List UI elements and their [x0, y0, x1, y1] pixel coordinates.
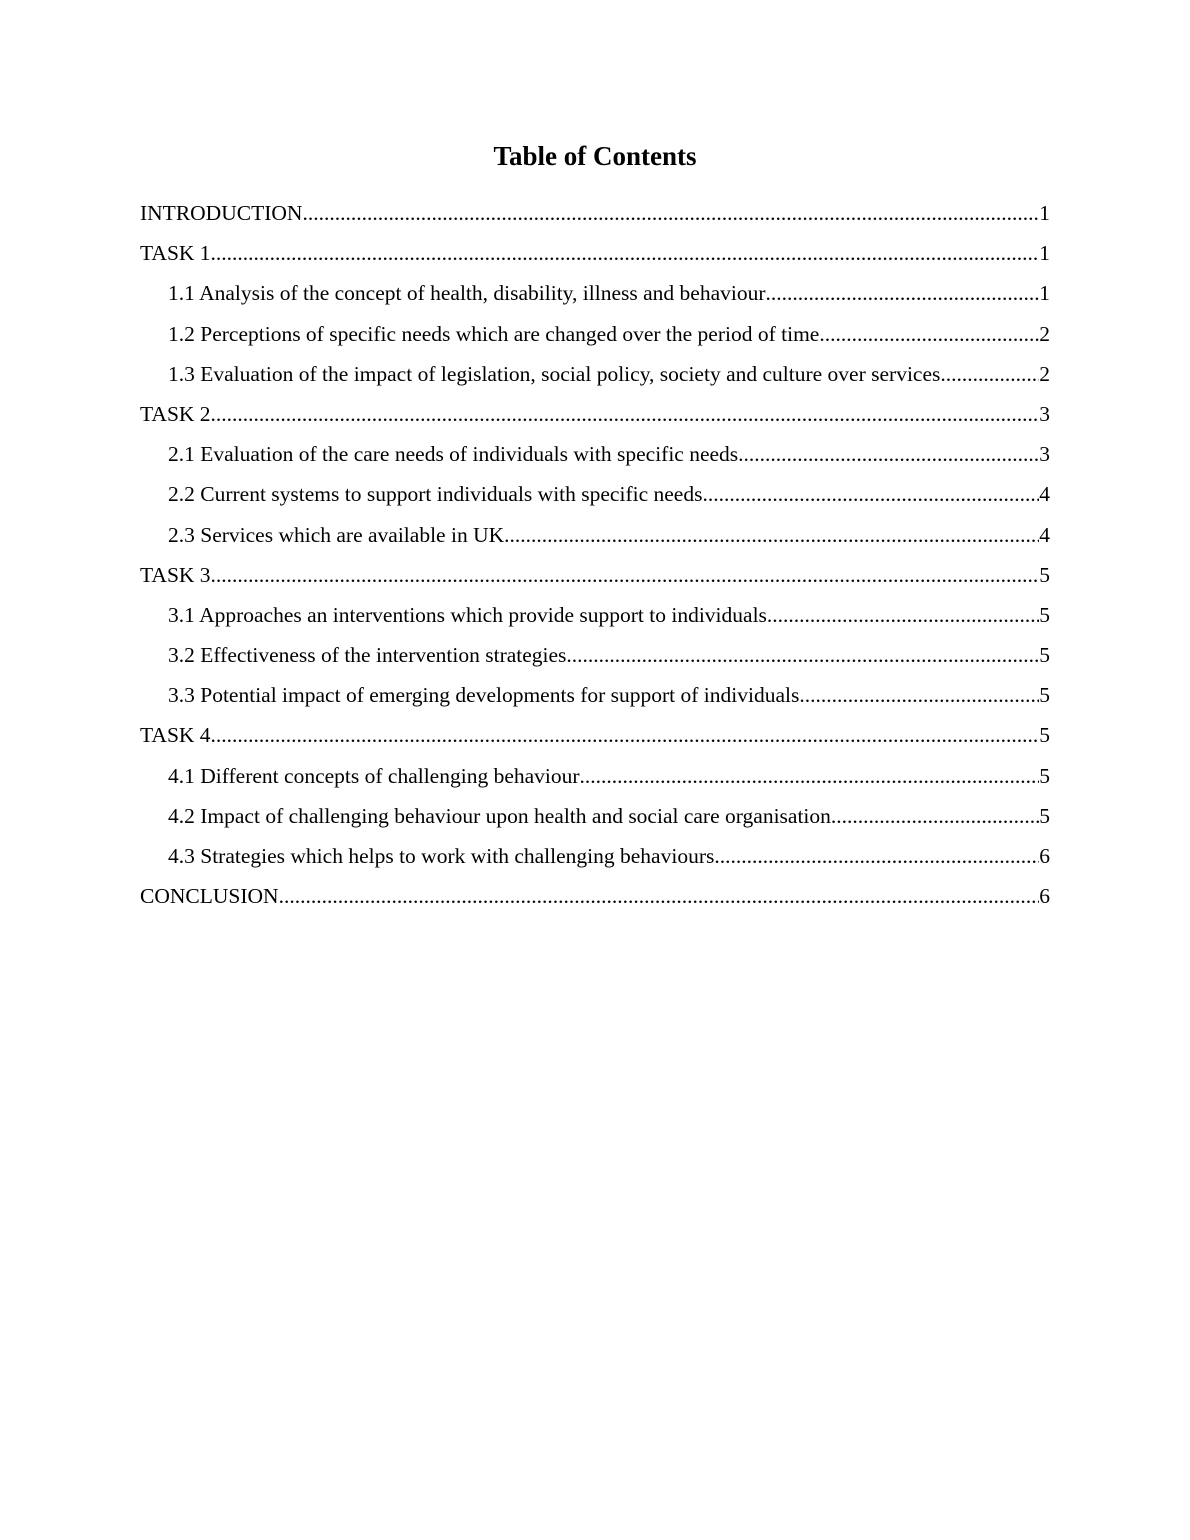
toc-entry-page-number: 4: [1039, 522, 1050, 547]
toc-entry-text: 3.1 Approaches an interventions which provide support to individuals: [168, 602, 767, 627]
toc-entry-page-number: 1: [1039, 241, 1050, 266]
dot-leader: [702, 476, 1039, 512]
toc-entry-page-number: 5: [1039, 723, 1050, 748]
dot-leader: [940, 356, 1039, 392]
toc-entry-text: 3.3 Potential impact of emerging developments for support of individuals: [168, 683, 800, 708]
dot-leader: [799, 677, 1039, 713]
toc-entry-page-number: 6: [1039, 884, 1050, 909]
toc-entry[interactable]: [140, 878, 1050, 918]
toc-entry[interactable]: [140, 195, 1050, 235]
toc-entry-text: 3.2 Effectiveness of the intervention strategies: [168, 643, 567, 668]
toc-entry[interactable]: [140, 838, 1050, 878]
toc-entry[interactable]: [140, 637, 1050, 677]
toc-entry-page-number: 5: [1039, 602, 1050, 627]
toc-entry-text: 1.1 Analysis of the concept of health, disability, illness and behaviour: [168, 281, 766, 306]
dot-leader: [211, 717, 1040, 753]
toc-entry-page-number: 4: [1039, 482, 1050, 507]
dot-leader: [580, 758, 1040, 794]
toc-entry-text: TASK 4: [140, 723, 211, 748]
toc-entry[interactable]: [140, 557, 1050, 597]
toc-entry-text: CONCLUSION: [140, 884, 279, 909]
toc-entry-text: 2.3 Services which are available in UK: [168, 522, 505, 547]
toc-entry[interactable]: [140, 677, 1050, 717]
toc-entry[interactable]: [140, 597, 1050, 637]
toc-entry-text: TASK 1: [140, 241, 211, 266]
toc-entry-page-number: 5: [1039, 803, 1050, 828]
toc-entry-page-number: 3: [1039, 442, 1050, 467]
toc-entry[interactable]: [140, 517, 1050, 557]
toc-entry[interactable]: [140, 356, 1050, 396]
toc-entry[interactable]: [140, 275, 1050, 315]
dot-leader: [504, 517, 1039, 553]
toc-entry-text: 2.1 Evaluation of the care needs of individuals with specific needs: [168, 442, 739, 467]
toc-entry[interactable]: [140, 476, 1050, 516]
toc-entry-text: INTRODUCTION: [140, 201, 303, 225]
toc-title: Table of Contents: [493, 141, 697, 171]
dot-leader: [279, 878, 1040, 914]
toc-entry-page-number: 1: [1039, 281, 1050, 306]
toc-entry-text: 4.3 Strategies which helps to work with challenging behaviours: [168, 844, 715, 868]
toc-entry-page-number: 1: [1039, 201, 1050, 225]
toc-entry-page-number: 5: [1039, 643, 1050, 668]
dot-leader: [302, 195, 1039, 231]
toc-entry-page-number: 5: [1039, 763, 1050, 788]
dot-leader: [831, 798, 1039, 834]
toc-entry[interactable]: [140, 798, 1050, 838]
toc-entry[interactable]: [140, 235, 1050, 275]
dot-leader: [211, 396, 1040, 432]
toc-entry-text: 4.2 Impact of challenging behaviour upon health and social care organisation: [168, 803, 831, 828]
toc-entry[interactable]: [140, 396, 1050, 436]
toc-entry-page-number: 6: [1039, 844, 1050, 868]
toc-entry-page-number: 3: [1039, 401, 1050, 426]
toc-entry-page-number: 2: [1039, 361, 1050, 386]
toc-entry-text: TASK 2: [140, 401, 211, 426]
dot-leader: [211, 235, 1040, 271]
dot-leader: [566, 637, 1039, 673]
dot-leader: [738, 436, 1039, 472]
toc-entry-text: 2.2 Current systems to support individuals with specific needs: [168, 482, 703, 507]
dot-leader: [767, 597, 1039, 633]
dot-leader: [714, 838, 1039, 874]
toc-entry[interactable]: [140, 436, 1050, 476]
toc-entry[interactable]: [140, 316, 1050, 356]
toc-entry-text: 1.2 Perceptions of specific needs which are changed over the period of time: [168, 321, 820, 346]
toc-entry-text: TASK 3: [140, 562, 211, 587]
toc-entry[interactable]: [140, 717, 1050, 757]
toc-entry-page-number: 5: [1039, 683, 1050, 708]
toc-entry-page-number: 5: [1039, 562, 1050, 587]
toc-entry-text: 1.3 Evaluation of the impact of legislation, social policy, society and culture over services: [168, 361, 941, 386]
dot-leader: [766, 275, 1040, 311]
toc-list: [140, 195, 1050, 918]
dot-leader: [819, 316, 1039, 352]
toc-entry[interactable]: [140, 758, 1050, 798]
toc-entry-text: 4.1 Different concepts of challenging behaviour: [168, 763, 580, 788]
dot-leader: [211, 557, 1040, 593]
toc-entry-page-number: 2: [1039, 321, 1050, 346]
